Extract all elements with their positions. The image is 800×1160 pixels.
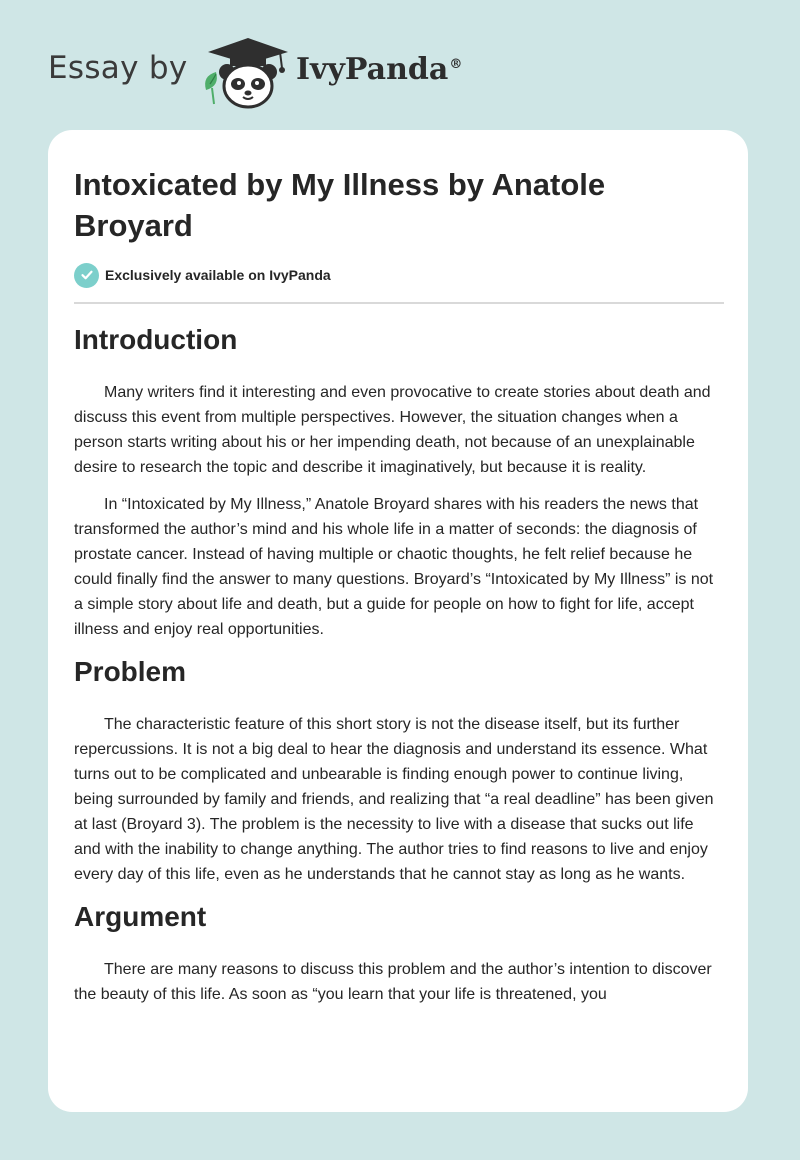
essay-body	[74, 322, 724, 1019]
section-heading: Introduction	[74, 324, 238, 355]
essay-card	[48, 130, 748, 1112]
registered-mark: ®	[449, 57, 463, 72]
panda-graduate-logo-icon[interactable]	[200, 34, 294, 110]
section-argument	[74, 899, 724, 1007]
brand-text: IvyPanda	[296, 52, 449, 87]
section-heading: Problem	[74, 656, 187, 687]
essay-title: Intoxicated by My Illness by Anatole Broyard	[74, 167, 606, 243]
paragraph: Many writers find it interesting and even provocative to create stories about death and discuss this event from multiple perspectives. However, the situation changes when a person starts writing about his or her impending death, not because of an unexplainable desire to research the topic and describe it imaginatively, but because it is reality.	[74, 384, 711, 476]
check-circle-icon	[74, 263, 99, 288]
section-heading: Argument	[74, 901, 207, 932]
paragraph: There are many reasons to discuss this problem and the author’s intention to discover the beauty of this life. As soon as “you learn that your life is threatened, you	[74, 961, 712, 1003]
paragraph: The characteristic feature of this short story is not the disease itself, but its further repercussions. It is not a big deal to hear the diagnosis and understand its essence. What turns out to be complicated and unbearable is finding enough power to continue living, being surrounded by family and friends, and realizing that “a real deadline” has been given at last (Broyard 3). The problem is the necessity to live with a disease that sucks out life and with the inability to change anything. The author tries to find reasons to live and enjoy every day of this life, even as he understands that he cannot stay as long as he wants.	[74, 716, 714, 883]
divider	[74, 302, 724, 304]
brand-name[interactable]	[296, 52, 462, 87]
paragraph: In “Intoxicated by My Illness,” Anatole Broyard shares with his readers the news that transformed the author’s mind and his whole life in a matter of seconds: the diagnosis of prostate cancer. Instead of having multiple or chaotic thoughts, he felt relief because he could finally find the answer to many questions. Broyard’s “Intoxicated by My Illness” is not a simple story about life and death, but a guide for people on how to fight for life, accept illness and enjoy real opportunities.	[74, 496, 714, 638]
exclusive-badge	[74, 262, 331, 288]
essay-by-label: Essay by	[48, 50, 188, 86]
section-problem	[74, 654, 724, 887]
badge-label: Exclusively available on IvyPanda	[105, 267, 331, 283]
site-header	[0, 0, 800, 120]
section-introduction	[74, 322, 724, 642]
